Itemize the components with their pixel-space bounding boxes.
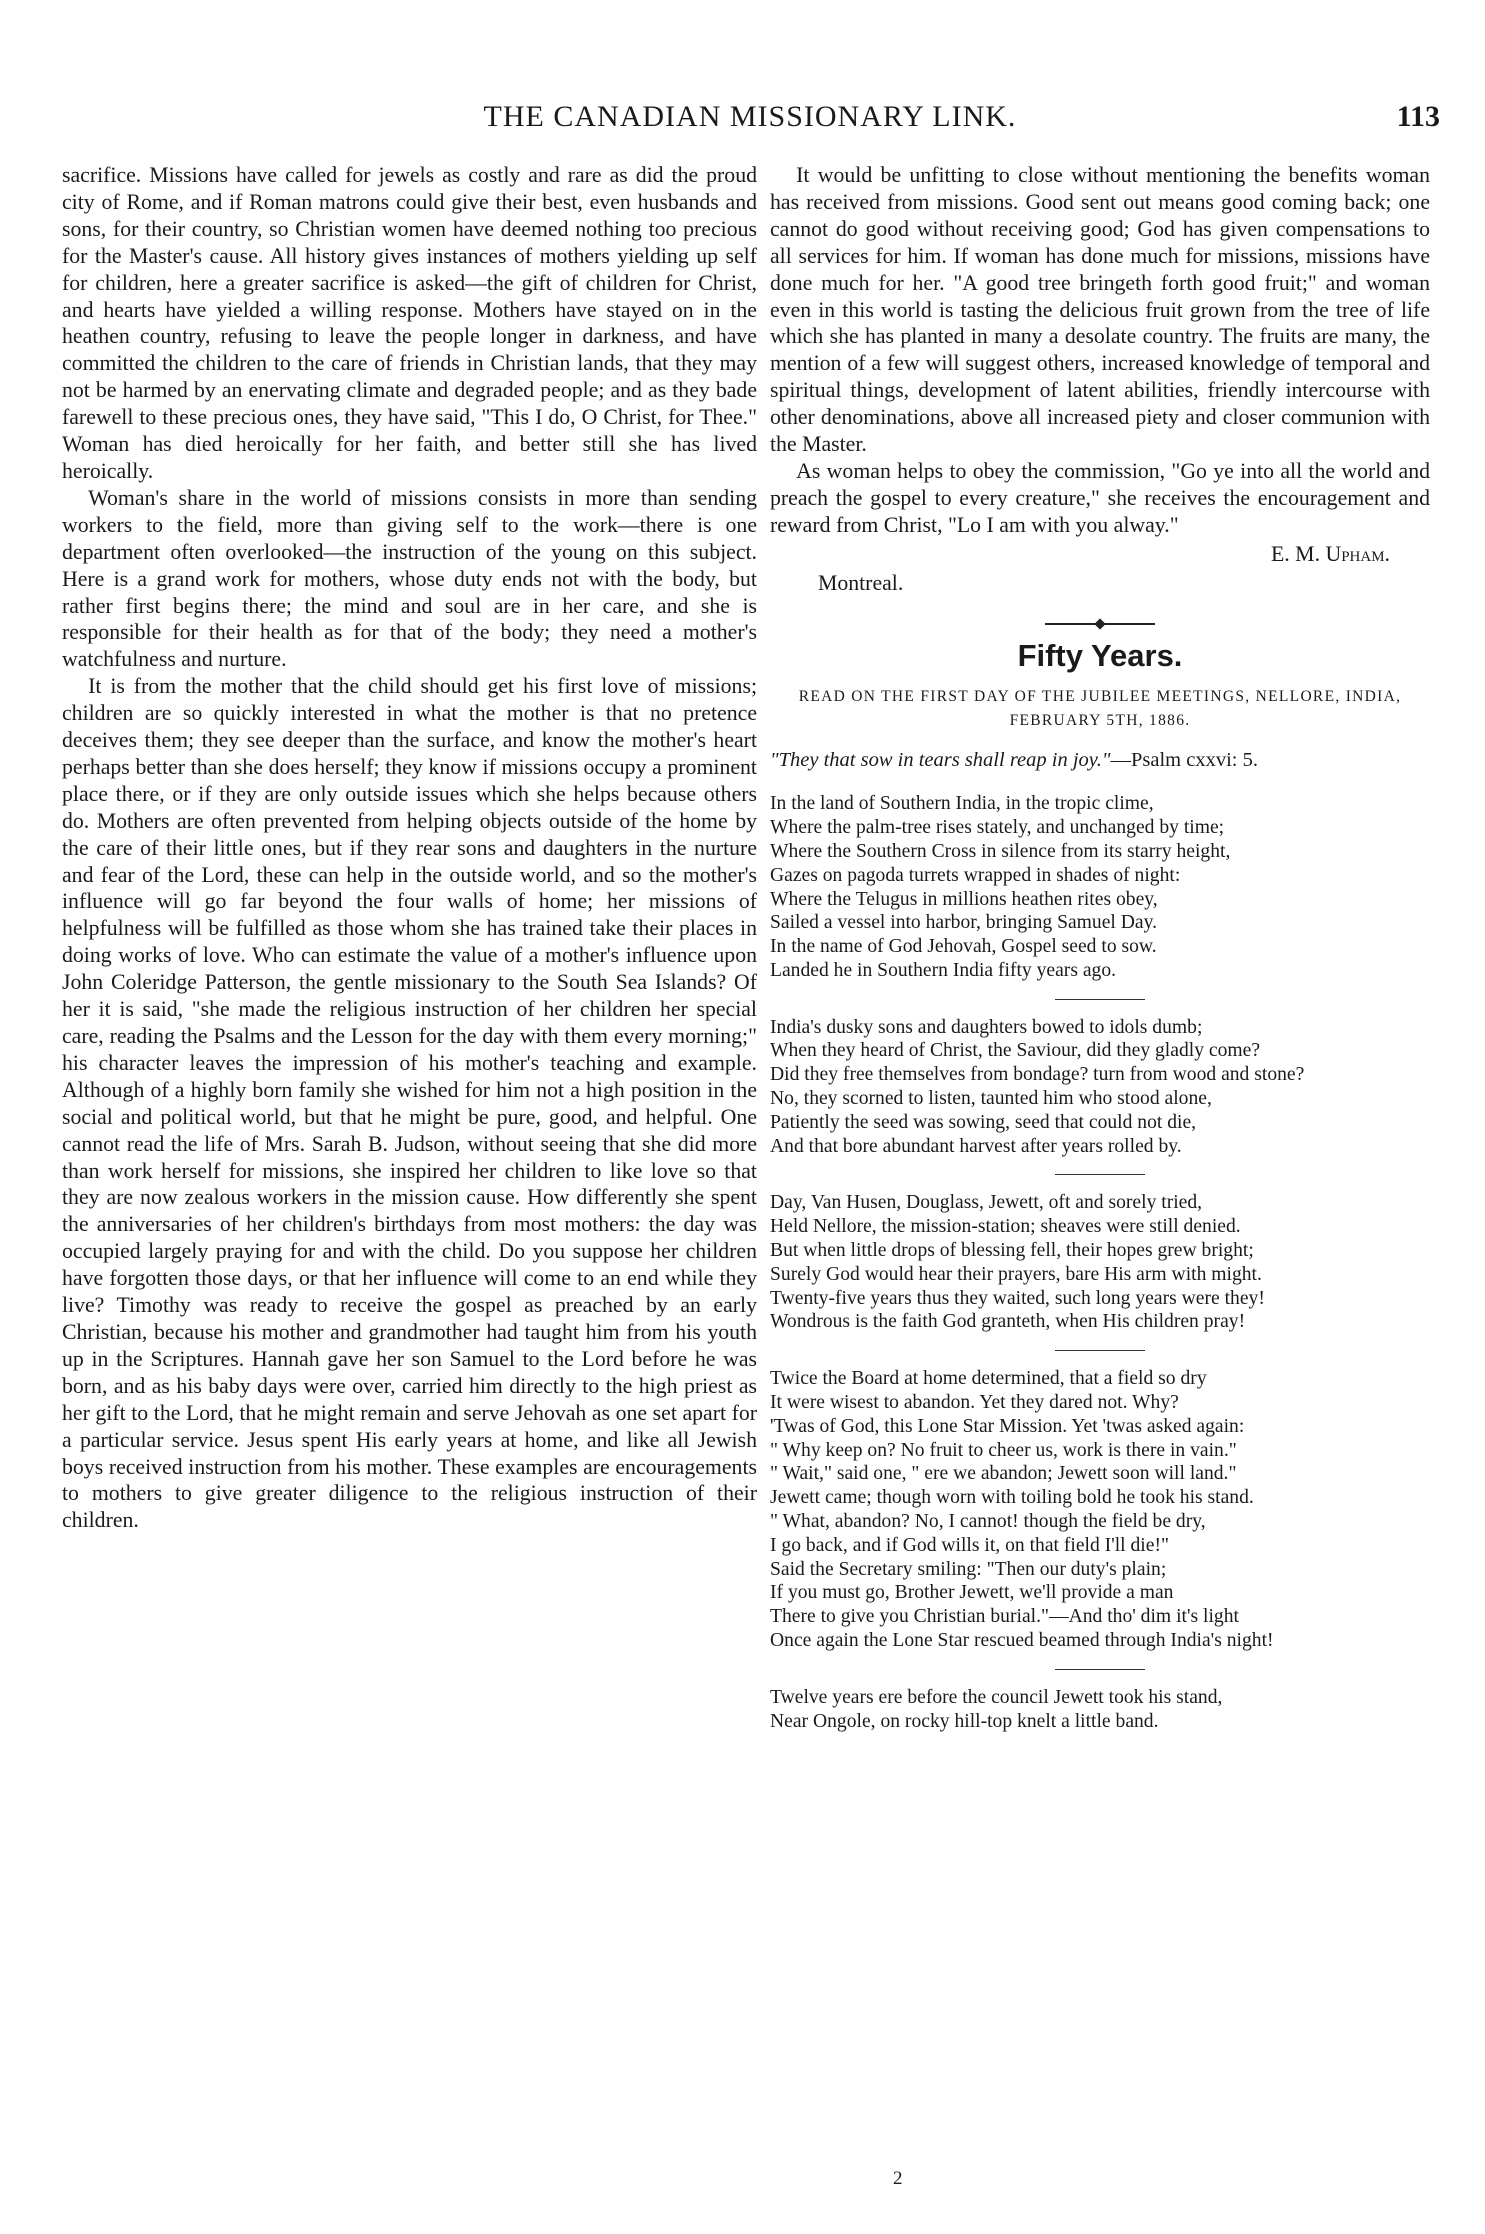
stanza-divider [1055, 1669, 1145, 1670]
page-number: 113 [1396, 100, 1440, 133]
poem-line: Held Nellore, the mission-station; sheaves were still denied. [770, 1216, 1241, 1238]
poem-line: Patiently the seed was sowing, seed that could not die, [770, 1111, 1197, 1133]
epigraph-reference: —Psalm cxxvi: 5. [1110, 749, 1258, 772]
poem-line: If you must go, Brother Jewett, we'll provide a man [770, 1582, 1174, 1604]
poem-line: " What, abandon? No, I cannot! though the field be dry, [770, 1511, 1206, 1533]
section-divider [1045, 623, 1155, 625]
stanza-divider [1055, 999, 1145, 1000]
poem-stanza [770, 1191, 1430, 1334]
poem-line: " Why keep on? No fruit to cheer us, work is there in vain." [770, 1439, 1237, 1461]
poem-body [770, 792, 1430, 1733]
poem-epigraph [770, 747, 1430, 774]
poem-line: Did they free themselves from bondage? turn from wood and stone? [770, 1064, 1305, 1086]
poem-line: Gazes on pagoda turrets wrapped in shades of night: [770, 864, 1181, 886]
poem-line: Twelve years ere before the council Jewett took his stand, [770, 1686, 1223, 1708]
paragraph: It would be unfitting to close without mentioning the benefits woman has received from missions. Good sent out means good coming back; one cannot do good without receiving good; God has given compensations to all services for him. If woman has done much for missions, missions have done much for her. "A good tree bringeth forth good fruit;" and woman even in this world is tasting the delicious fruit grown from the tree of life which she has planted in many a desolate country. The fruits are many, the mention of a few will suggest others, increased knowledge of temporal and spiritual things, development of latent abilities, friendly intercourse with other denominations, above all increased piety and closer communion with the Master. [770, 163, 1430, 457]
poem-line: Once again the Lone Star rescued beamed through India's night! [770, 1630, 1274, 1652]
right-column [770, 162, 1430, 1749]
poem-line: Wondrous is the faith God granteth, when His children pray! [770, 1311, 1246, 1333]
poem-line: There to give you Christian burial."—And tho' dim it's light [770, 1606, 1239, 1628]
author-signature: E. M. Upham. [1270, 541, 1390, 566]
page-header [60, 100, 1440, 140]
left-column [62, 162, 757, 1534]
poem-line: It were wisest to abandon. Yet they dared not. Why? [770, 1392, 1179, 1414]
poem-line: India's dusky sons and daughters bowed to idols dumb; [770, 1016, 1203, 1038]
poem-stanza [770, 1367, 1430, 1653]
poem-line: Landed he in Southern India fifty years ago. [770, 959, 1117, 981]
paragraph: Woman's share in the world of missions consists in more than sending workers to the field, more than giving self to the work—there is one department often overlooked—the instruction of the young on this subject. Here is a grand work for mothers, whose duty ends not with the body, but rather first begins there; the mind and soul are in her care, and she is responsible for their health as for that of the body; they need a mother's watchfulness and nurture. [62, 485, 757, 672]
poem-line: When they heard of Christ, the Saviour, did they gladly come? [770, 1040, 1261, 1062]
poem-read-note: READ ON THE FIRST DAY OF THE JUBILEE MEETINGS, NELLORE, INDIA, FEBRUARY 5TH, 1886. [798, 688, 1402, 730]
poem-stanza [770, 1016, 1430, 1159]
epigraph-quote: "They that sow in tears shall reap in joy." [770, 749, 1111, 772]
paragraph: sacrifice. Missions have called for jewels as costly and rare as did the proud city of Rome, and if Roman matrons could give their best, even husbands and sons, for their country, so Christian women have deemed nothing too precious for the Master's cause. All history gives instances of mothers yielding up self for children, here a greater sacrifice is asked—the gift of children for Christ, and hearts have yielded a willing response. Mothers have stayed on in the heathen country, refusing to leave the people longer in darkness, and have committed the children to the care of friends in Christian lands, that they may not be harmed by an enervating climate and degraded people; and as they bade farewell to these precious ones, they have said, "This I do, O Christ, for Thee." Woman has died heroically for her faith, and better still she has lived heroically. [62, 163, 757, 483]
poem-stanza [770, 792, 1430, 982]
poem-line: In the name of God Jehovah, Gospel seed to sow. [770, 936, 1157, 958]
poem-line: Surely God would hear their prayers, bare His arm with might. [770, 1263, 1262, 1285]
poem-line: Sailed a vessel into harbor, bringing Samuel Day. [770, 912, 1158, 934]
poem-line: Day, Van Husen, Douglass, Jewett, oft and sorely tried, [770, 1192, 1203, 1214]
poem-line: 'Twas of God, this Lone Star Mission. Yet 'twas asked again: [770, 1415, 1245, 1437]
signature-mark: 2 [893, 2168, 903, 2189]
author-place: Montreal. [817, 570, 904, 595]
stanza-divider [1055, 1174, 1145, 1175]
paragraph: It is from the mother that the child should get his first love of missions; children are so quickly interested in what the mother is that no pretence deceives them; they see deeper than the surface, and know the mother's heart perhaps better than she does herself; they know if missions occupy a prominent place there, or if they are only outside issues which she helps because others do. Mothers are often prevented from helping objects outside of the home by the care of their little ones, but if they rear sons and daughters in the nurture and fear of the Lord, these can help in the outside world, and so the mother's influence will go far beyond the four walls of home; her missions of helpfulness will be fulfilled as those whom she has trained take their places in doing works of love. Who can estimate the value of a mother's influence upon John Coleridge Patterson, the gentle missionary to the South Sea Islands? Of her it is said, "she made the religious instruction of her children her special care, reading the Psalms and the Lesson for the day with them every morning;" his character leaves the impression of his mother's teaching and example. Although of a highly born family she wished for him not a high position in the social and political world, but that he might be pure, good, and helpful. One cannot read the life of Mrs. Sarah B. Judson, without seeing that she did more than work herself for missions, she inspired her children to like love so that they are now zealous workers in the mission cause. How differently she spent the anniversaries of her children's birthdays from most mothers: the day was occupied largely praying for and with the child. Do you suppose her children have forgotten those days, or that her influence will come to an end while they live? Timothy was ready to receive the gospel as preached by an early Christian, because his mother and grandmother had taught him from his youth up in the Scriptures. Hannah gave her son Samuel to the Lord before he was born, and as his baby days were over, carried him directly to the high priest as her gift to the Lord, that he might remain and serve Jehovah as one set apart for a particular service. Jesus spent His early years at home, and like all Jewish boys received instruction from his mother. These examples are encouragements to mothers to give greater diligence to the religious instruction of their children. [62, 674, 757, 1533]
poem-line: But when little drops of blessing fell, their hopes grew bright; [770, 1240, 1254, 1262]
poem-line: Where the Telugus in millions heathen rites obey, [770, 888, 1158, 910]
poem-line: Said the Secretary smiling: "Then our duty's plain; [770, 1558, 1167, 1580]
poem-line: In the land of Southern India, in the tropic clime, [770, 793, 1154, 815]
poem-line: Jewett came; though worn with toiling bold he took his stand. [770, 1487, 1254, 1509]
poem-line: Twice the Board at home determined, that a field so dry [770, 1368, 1207, 1390]
poem-title: Fifty Years. [1017, 637, 1183, 673]
poem-stanza [770, 1686, 1430, 1734]
stanza-divider [1055, 1350, 1145, 1351]
poem-line: Where the palm-tree rises stately, and unchanged by time; [770, 817, 1225, 839]
paragraph: As woman helps to obey the commission, "Go ye into all the world and preach the gospel to every creature," she receives the encouragement and reward from Christ, "Lo I am with you alway." [770, 458, 1430, 537]
poem-line: Where the Southern Cross in silence from its starry height, [770, 840, 1231, 862]
journal-title: THE CANADIAN MISSIONARY LINK. [483, 100, 1017, 133]
poem-line: " Wait," said one, " ere we abandon; Jewett soon will land." [770, 1463, 1237, 1485]
poem-line: Near Ongole, on rocky hill-top knelt a little band. [770, 1710, 1159, 1732]
poem-line: I go back, and if God wills it, on that field I'll die!" [770, 1534, 1169, 1556]
poem-line: No, they scorned to listen, taunted him who stood alone, [770, 1088, 1212, 1110]
poem-line: And that bore abundant harvest after years rolled by. [770, 1135, 1182, 1157]
poem-line: Twenty-five years thus they waited, such long years were they! [770, 1287, 1265, 1309]
